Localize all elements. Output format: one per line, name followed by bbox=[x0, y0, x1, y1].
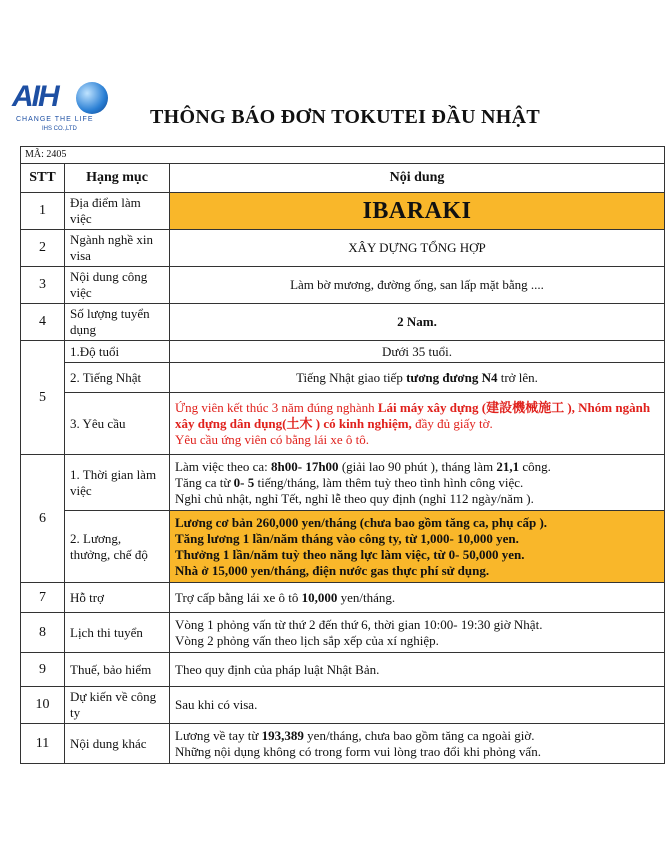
row-number: 6 bbox=[21, 455, 65, 583]
table-row bbox=[21, 613, 665, 653]
text-span: (giải lao 90 phút ), tháng làm bbox=[338, 458, 497, 474]
row-content bbox=[170, 583, 665, 613]
text-span: Làm việc theo ca: bbox=[175, 458, 272, 474]
table-row bbox=[21, 230, 665, 267]
table-row bbox=[21, 363, 665, 393]
row-category: Ngành nghề xin visa bbox=[65, 230, 170, 267]
row-number: 7 bbox=[21, 583, 65, 613]
text-span: Những nội dụng không có trong form vui lòng trao đổi khi phỏng vấn. bbox=[175, 743, 541, 759]
row-category: Lịch thi tuyển bbox=[65, 613, 170, 653]
row-content: Sau khi có visa. bbox=[170, 687, 665, 724]
text-bold: 0- 5 bbox=[233, 474, 255, 490]
location-value: IBARAKI bbox=[170, 193, 665, 230]
row-category: Hỗ trợ bbox=[65, 583, 170, 613]
table-row bbox=[21, 653, 665, 687]
row-category: Dự kiến về công ty bbox=[65, 687, 170, 724]
table-row bbox=[21, 304, 665, 341]
row-number: 4 bbox=[21, 304, 65, 341]
row-number: 8 bbox=[21, 613, 65, 653]
header-row bbox=[21, 164, 665, 193]
text-span: yen/tháng. bbox=[337, 589, 396, 605]
row-category: Nội dung khác bbox=[65, 724, 170, 764]
text-span: Lương về tay từ bbox=[175, 727, 262, 743]
text-span: Ứng viên kết thúc 3 năm đúng nghành bbox=[175, 399, 378, 415]
text-span: Vòng 2 phỏng vấn theo lịch sắp xếp của xí nghiệp. bbox=[175, 632, 439, 648]
row-category: 1. Thời gian làm việc bbox=[65, 455, 170, 511]
text-bold: 193,389 bbox=[261, 727, 304, 743]
row-number: 3 bbox=[21, 267, 65, 304]
logo-text: AIH bbox=[12, 80, 58, 113]
text-span: Vòng 1 phỏng vấn từ thứ 2 đến thứ 6, thời gian 10:00- 19:30 giờ Nhật. bbox=[175, 616, 543, 632]
text-bold: Lái máy xây dựng (建設機械施工 ), Nhóm ngành xây dựng dân dụng(土木 ) có kinh nghiệm, bbox=[175, 399, 651, 431]
row-content: Làm bờ mương, đường ống, san lấp mặt bằng .... bbox=[170, 267, 665, 304]
table-row bbox=[21, 687, 665, 724]
salary-content bbox=[170, 511, 665, 583]
logo-tagline: CHANGE THE LIFE bbox=[16, 116, 94, 123]
row-number: 5 bbox=[21, 341, 65, 455]
row-content bbox=[170, 724, 665, 764]
globe-icon bbox=[76, 82, 108, 114]
text-bold: 8h00- 17h00 bbox=[271, 458, 339, 474]
text-bold: Nhà ở 15,000 yen/tháng, điện nước gas thực phí sử dụng. bbox=[175, 562, 490, 578]
text-span: Tiếng Nhật giao tiếp bbox=[296, 369, 407, 385]
row-content bbox=[170, 363, 665, 393]
logo-company: IHS CO.,LTD bbox=[42, 126, 77, 132]
text-span: công. bbox=[519, 458, 551, 474]
code-row bbox=[21, 147, 665, 164]
row-number: 1 bbox=[21, 193, 65, 230]
text-span: yen/tháng, chưa bao gồm tăng ca ngoài giờ. bbox=[303, 727, 535, 743]
table-row bbox=[21, 267, 665, 304]
table-row bbox=[21, 511, 665, 583]
text-span: tiếng/tháng, làm thêm tuỳ theo tình hình công việc. bbox=[254, 474, 524, 490]
row-content: Theo quy định của pháp luật Nhật Bản. bbox=[170, 653, 665, 687]
text-bold: Tăng lương 1 lần/năm tháng vào công ty, từ 1,000- 10,000 yen. bbox=[175, 530, 519, 546]
text-span: đầy đủ giấy tờ. bbox=[411, 415, 493, 431]
job-info-table bbox=[20, 146, 665, 764]
row-content: XÂY DỰNG TỔNG HỢP bbox=[170, 230, 665, 267]
row-category: Nội dung công việc bbox=[65, 267, 170, 304]
text-bold: 21,1 bbox=[496, 458, 520, 474]
row-content: Dưới 35 tuổi. bbox=[170, 341, 665, 363]
row-number: 9 bbox=[21, 653, 65, 687]
text-span: trở lên. bbox=[497, 369, 538, 385]
row-category: Thuế, bảo hiểm bbox=[65, 653, 170, 687]
row-category: Số lượng tuyển dụng bbox=[65, 304, 170, 341]
table-row bbox=[21, 193, 665, 230]
row-content bbox=[170, 393, 665, 455]
row-category: 1.Độ tuổi bbox=[65, 341, 170, 363]
row-category: 2. Lương, thưởng, chế độ bbox=[65, 511, 170, 583]
text-span: Yêu cầu ứng viên có bằng lái xe ô tô. bbox=[175, 431, 370, 447]
text-span: Tăng ca từ bbox=[175, 474, 234, 490]
table-row bbox=[21, 724, 665, 764]
row-content bbox=[170, 613, 665, 653]
row-content: 2 Nam. bbox=[397, 314, 437, 329]
text-bold: Thưởng 1 lần/năm tuỳ theo năng lực làm việc, từ 0- 50,000 yen. bbox=[175, 546, 525, 562]
header-content: Nội dung bbox=[170, 164, 665, 193]
row-number: 10 bbox=[21, 687, 65, 724]
text-span: Nghỉ chủ nhật, nghỉ Tết, nghỉ lễ theo quy định (nghỉ 112 ngày/năm ). bbox=[175, 490, 534, 506]
table-row bbox=[21, 583, 665, 613]
text-span: Trợ cấp bằng lái xe ô tô bbox=[175, 589, 302, 605]
header-stt: STT bbox=[21, 164, 65, 193]
table-row bbox=[21, 393, 665, 455]
code-cell: MÃ: 2405 bbox=[21, 147, 665, 164]
table-row bbox=[21, 455, 665, 511]
row-category: Địa điểm làm việc bbox=[65, 193, 170, 230]
text-bold: Lương cơ bản 260,000 yen/tháng (chưa bao gồm tăng ca, phụ cấp ). bbox=[175, 514, 548, 530]
company-logo bbox=[12, 80, 112, 140]
row-number: 2 bbox=[21, 230, 65, 267]
header-category: Hạng mục bbox=[65, 164, 170, 193]
row-number: 11 bbox=[21, 724, 65, 764]
row-category: 2. Tiếng Nhật bbox=[65, 363, 170, 393]
row-content bbox=[170, 455, 665, 511]
text-bold: tương đương N4 bbox=[406, 369, 498, 385]
table-row bbox=[21, 341, 665, 363]
row-category: 3. Yêu cầu bbox=[65, 393, 170, 455]
text-bold: 10,000 bbox=[301, 589, 338, 605]
page-title: THÔNG BÁO ĐƠN TOKUTEI ĐẦU NHẬT bbox=[150, 106, 540, 128]
